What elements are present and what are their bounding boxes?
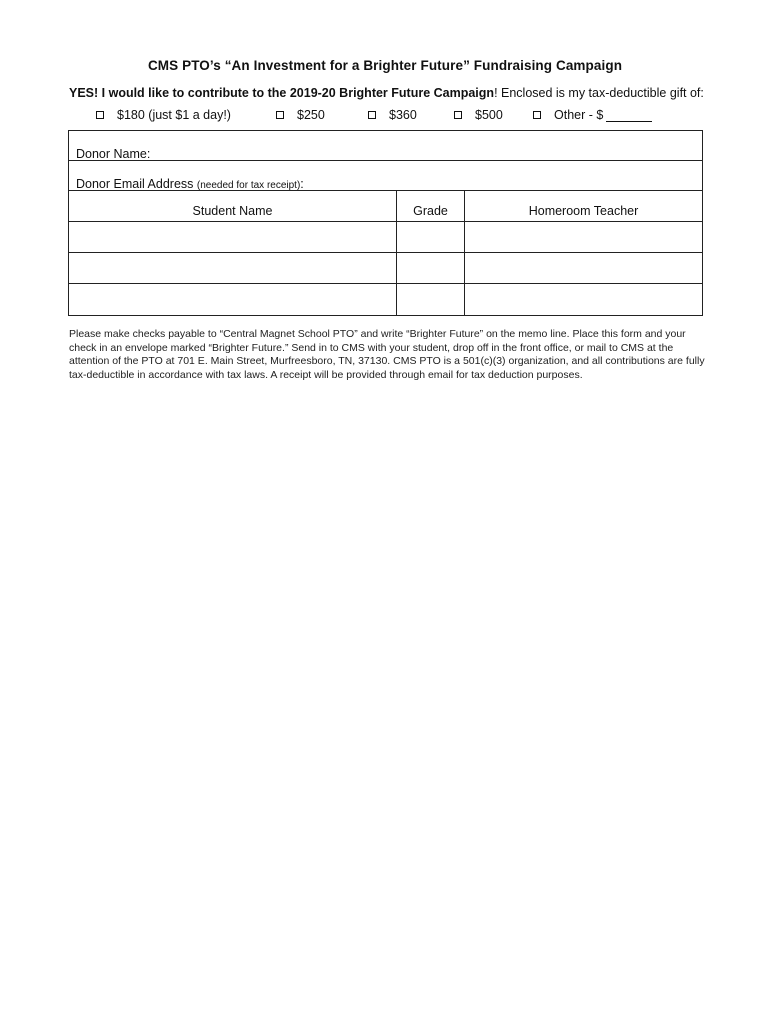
intro-rest: ! Enclosed is my tax-deductible gift of:	[494, 86, 704, 100]
student-name-field[interactable]	[69, 253, 397, 283]
checkbox-icon[interactable]	[533, 111, 541, 119]
option-180[interactable]	[96, 108, 231, 122]
page-title: CMS PTO’s “An Investment for a Brighter Future” Fundraising Campaign	[147, 58, 623, 73]
grade-field[interactable]	[397, 253, 465, 283]
gift-options	[96, 108, 696, 126]
donor-email-row[interactable]	[69, 161, 702, 191]
option-label: $500	[475, 108, 503, 122]
option-label: $360	[389, 108, 417, 122]
option-360[interactable]	[368, 108, 417, 122]
table-row	[69, 284, 702, 315]
intro-line	[69, 86, 704, 100]
table-row	[69, 253, 702, 284]
column-header-student-name: Student Name	[69, 191, 397, 221]
donor-email-text: Donor Email Address	[76, 177, 194, 191]
option-label: $180 (just $1 a day!)	[117, 108, 231, 122]
homeroom-teacher-field[interactable]	[465, 253, 702, 283]
donor-email-colon: :	[300, 177, 304, 191]
checkbox-icon[interactable]	[368, 111, 376, 119]
option-other[interactable]	[533, 108, 652, 122]
homeroom-teacher-field[interactable]	[465, 284, 702, 315]
donor-form	[68, 130, 703, 316]
student-name-field[interactable]	[69, 222, 397, 252]
homeroom-teacher-field[interactable]	[465, 222, 702, 252]
grade-field[interactable]	[397, 222, 465, 252]
instructions-paragraph: Please make checks payable to “Central Magnet School PTO” and write “Brighter Future” on the memo line. Place this form and your check in an envelope marked “Brighter Future.” Send in to CMS with your student, drop off in the front office, or mail to CMS at the attention of the PTO at 701 E. Main Street, Murfreesboro, TN, 37130. CMS PTO is a 501(c)(3) organization, and all contributions are fully tax-deductible in accordance with tax laws. A receipt will be provided through email for tax deduction purposes.	[69, 328, 705, 381]
column-header-homeroom-teacher: Homeroom Teacher	[528, 204, 639, 218]
donor-email-hint: (needed for tax receipt)	[196, 180, 301, 191]
other-amount-field[interactable]	[606, 109, 652, 122]
grade-field[interactable]	[397, 284, 465, 315]
option-250[interactable]	[276, 108, 325, 122]
donor-name-label: Donor Name:	[76, 147, 151, 161]
checkbox-icon[interactable]	[454, 111, 462, 119]
table-row	[69, 222, 702, 253]
donor-name-row[interactable]	[69, 131, 702, 161]
column-header-grade: Grade	[397, 191, 465, 221]
option-label: Other - $	[554, 108, 604, 122]
option-label: $250	[297, 108, 325, 122]
student-table-header	[69, 191, 702, 222]
intro-bold: YES! I would like to contribute to the 2019-20 Brighter Future Campaign	[69, 86, 495, 100]
checkbox-icon[interactable]	[276, 111, 284, 119]
checkbox-icon[interactable]	[96, 111, 104, 119]
student-name-field[interactable]	[69, 284, 397, 315]
option-500[interactable]	[454, 108, 503, 122]
